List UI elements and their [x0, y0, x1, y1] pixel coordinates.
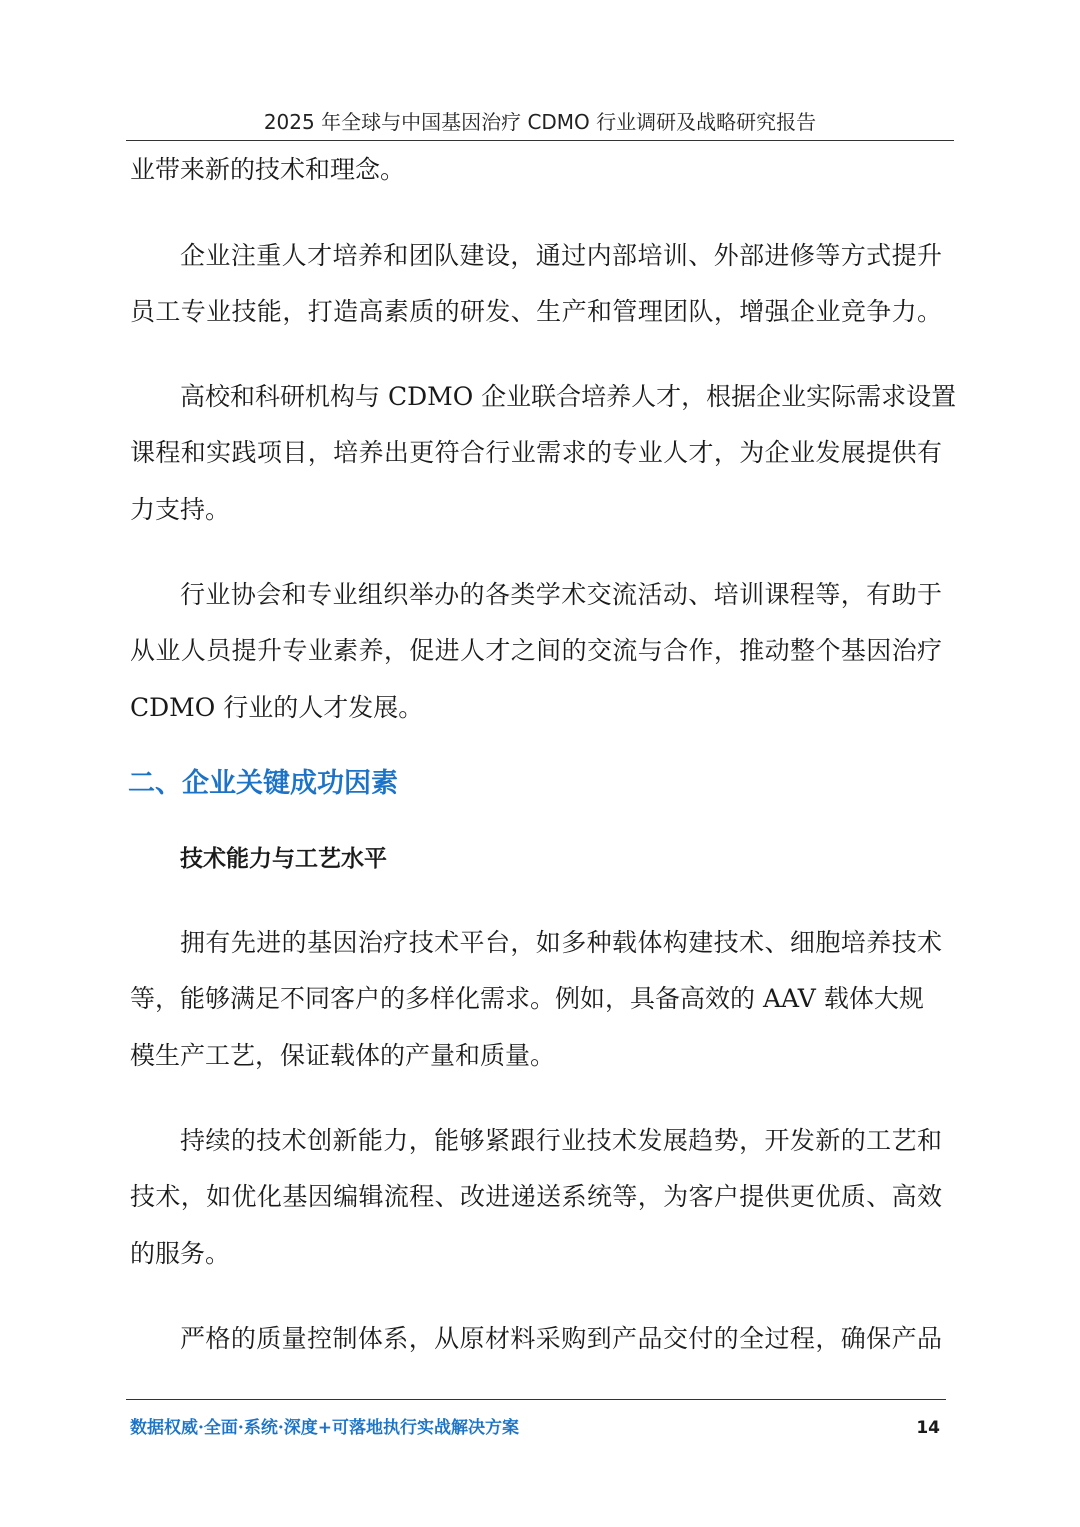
paragraph-line: 拥有先进的基因治疗技术平台，如多种载体构建技术、细胞培养技术 — [180, 928, 942, 957]
paragraph-line: 技术，如优化基因编辑流程、改进递送系统等，为客户提供更优质、高效 — [130, 1182, 942, 1211]
footer-divider — [126, 1399, 946, 1400]
paragraph-line: 高校和科研机构与 CDMO 企业联合培养人才，根据企业实际需求设置 — [180, 382, 957, 411]
paragraph-line: 行业协会和专业组织举办的各类学术交流活动、培训课程等，有助于 — [180, 580, 942, 609]
paragraph-line: 持续的技术创新能力，能够紧跟行业技术发展趋势，开发新的工艺和 — [180, 1126, 942, 1155]
paragraph-line: 员工专业技能，打造高素质的研发、生产和管理团队，增强企业竞争力。 — [130, 297, 942, 326]
paragraph-line: 业带来新的技术和理念。 — [130, 155, 406, 184]
paragraph-line: 企业注重人才培养和团队建设，通过内部培训、外部进修等方式提升 — [180, 241, 942, 270]
paragraph-line: 模生产工艺，保证载体的产量和质量。 — [130, 1041, 556, 1070]
paragraph-line: 等，能够满足不同客户的多样化需求。例如，具备高效的 AAV 载体大规 — [130, 984, 924, 1013]
paragraph-line: 的服务。 — [130, 1239, 231, 1268]
paragraph-line: CDMO 行业的人才发展。 — [130, 693, 424, 722]
section-heading: 二、企业关键成功因素 — [128, 768, 398, 799]
paragraph-line: 力支持。 — [130, 495, 231, 524]
paragraph-line: 从业人员提升专业素养，促进人才之间的交流与合作，推动整个基因治疗 — [130, 636, 942, 665]
sub-heading: 技术能力与工艺水平 — [180, 846, 387, 872]
page-number: 14 — [916, 1418, 940, 1438]
paragraph-line: 严格的质量控制体系，从原材料采购到产品交付的全过程，确保产品 — [180, 1324, 942, 1353]
paragraph-line: 课程和实践项目，培养出更符合行业需求的专业人才，为企业发展提供有 — [130, 438, 942, 467]
report-title: 2025 年全球与中国基因治疗 CDMO 行业调研及战略研究报告 — [263, 110, 817, 134]
footer-slogan: 数据权威·全面·系统·深度+可落地执行实战解决方案 — [130, 1418, 519, 1438]
header-divider — [126, 140, 954, 141]
